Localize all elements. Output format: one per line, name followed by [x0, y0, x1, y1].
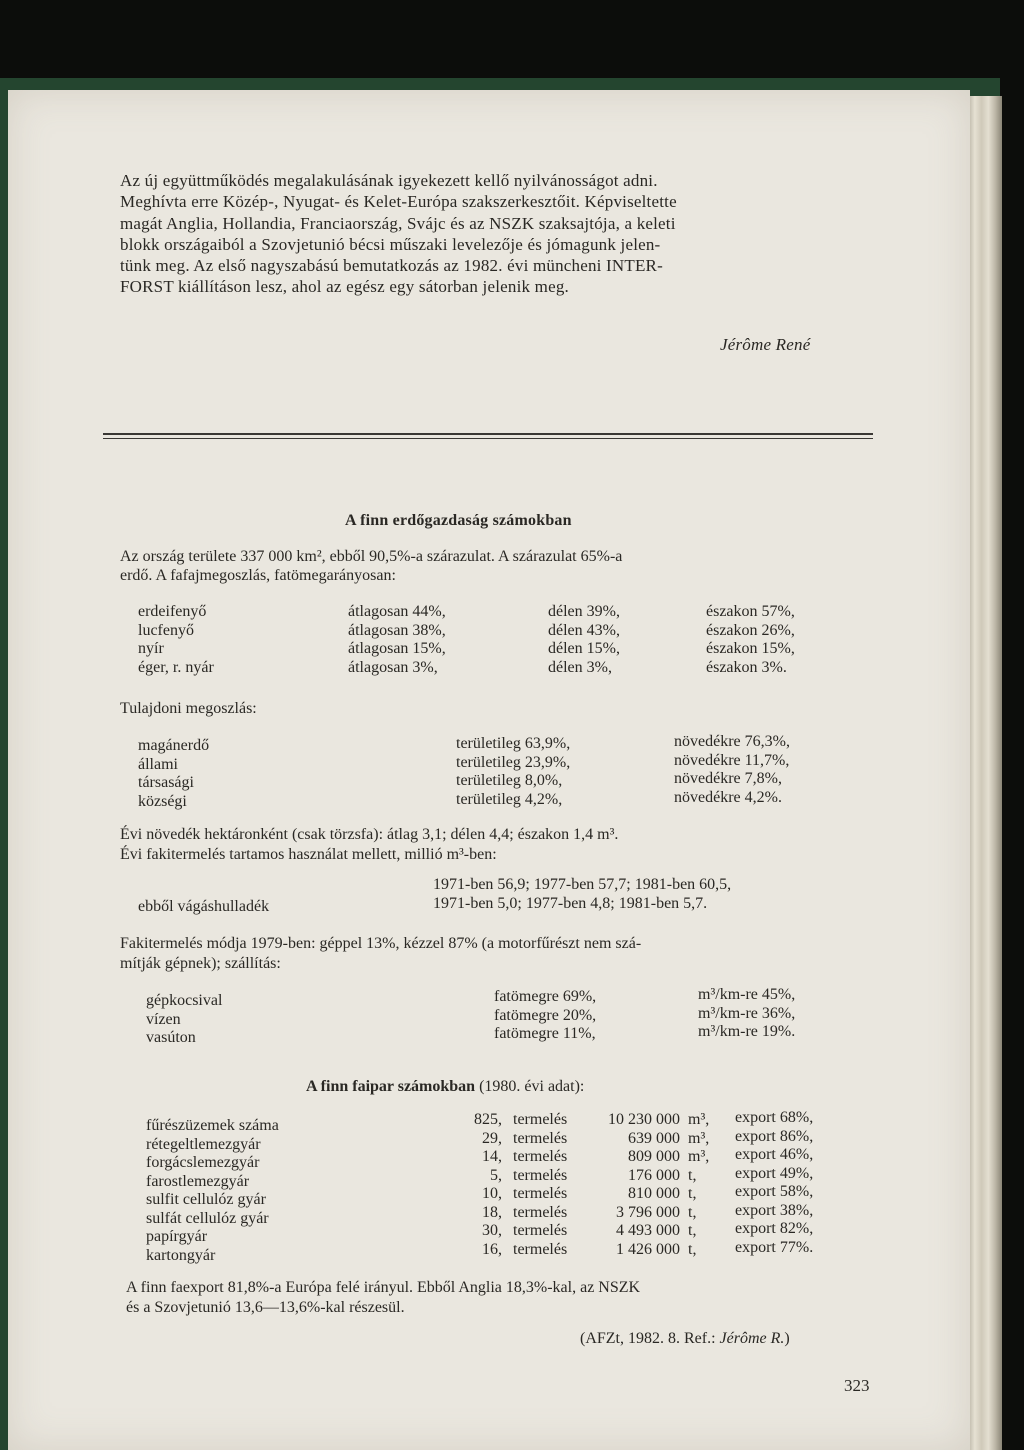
species-average: átlagosan 44%, [348, 603, 446, 620]
species-south: délen 15%, [548, 640, 620, 657]
industry-name: forgácslemezgyár [146, 1154, 260, 1171]
method-paragraph [120, 934, 641, 974]
ownership-area: területileg 63,9%, [456, 735, 571, 752]
industry-amount: 1 426 000 [616, 1240, 680, 1258]
ownership-area: területileg 4,2%, [456, 790, 563, 808]
section2-title-rest: (1980. évi adat): [475, 1078, 585, 1095]
ownership-growth: növedékre 76,3%, [674, 733, 790, 750]
section1-title: A finn erdőgazdaság számokban [345, 512, 572, 529]
industry-unit: t, [688, 1222, 697, 1239]
intro-line: Meghívta erre Közép-, Nyugat- és Kelet-Európa szakszerkesztőit. Képviseltette [120, 192, 677, 212]
increment-line: Évi fakitermelés tartamos használat mellett, millió m³-ben: [120, 846, 497, 863]
industry-export: export 38%, [735, 1201, 814, 1219]
ownership-area-column [456, 735, 570, 809]
industry-unit-column [688, 1111, 709, 1259]
section-divider-top [103, 433, 873, 435]
transport-volume-column [494, 988, 596, 1044]
ownership-growth: növedékre 4,2%. [674, 788, 782, 806]
transport-km-column [698, 986, 795, 1042]
transport-name: vízen [146, 1010, 181, 1028]
industry-unit: t, [688, 1203, 697, 1221]
industry-export: export 49%, [735, 1164, 814, 1182]
species-north: északon 3%. [706, 658, 787, 676]
industry-unit: m³, [688, 1111, 710, 1128]
ownership-growth: növedékre 11,7%, [674, 751, 790, 769]
industry-amount: 639 000 [628, 1129, 680, 1147]
industry-word: termelés [513, 1240, 568, 1258]
reference-suffix: ) [784, 1330, 790, 1347]
species-name: nyír [138, 640, 164, 657]
industry-unit: m³, [688, 1148, 710, 1165]
industry-count-column [448, 1111, 502, 1259]
industry-name-column [146, 1117, 279, 1265]
page-number: 323 [844, 1376, 870, 1395]
industry-count: 5, [490, 1166, 502, 1184]
industry-word: termelés [513, 1185, 568, 1202]
industry-amount: 4 493 000 [616, 1222, 680, 1239]
transport-km: m³/km-re 19%. [698, 1023, 796, 1040]
industry-name: papírgyár [146, 1228, 208, 1245]
transport-volume: fatömegre 20%, [494, 1006, 597, 1024]
industry-word: termelés [513, 1129, 568, 1147]
intro-line: Az új együttműködés megalakulásának igyekezett kellő nyilvánosságot adni. [120, 171, 658, 190]
industry-amount: 10 230 000 [608, 1111, 680, 1128]
intro-line: tünk meg. Az első nagyszabású bemutatkozás az 1982. évi müncheni INTER- [120, 256, 663, 276]
industry-word: termelés [513, 1166, 568, 1184]
section1-intro-line: erdő. A fafajmegoszlás, fatömegarányosan: [120, 566, 396, 584]
harvest-row-2-label: ebből vágáshulladék [138, 898, 270, 915]
species-average: átlagosan 15%, [348, 640, 446, 657]
reference-author: Jérôme R. [719, 1330, 785, 1347]
industry-export: export 68%, [735, 1109, 814, 1126]
ownership-name: községi [138, 792, 187, 810]
species-south: délen 39%, [548, 603, 620, 620]
species-north: északon 15%, [706, 640, 795, 657]
section1-intro [120, 548, 622, 585]
industry-word-column [513, 1111, 567, 1259]
reference [580, 1330, 790, 1349]
industry-export: export 86%, [735, 1127, 814, 1145]
transport-name-column [146, 992, 222, 1048]
book-page [8, 90, 970, 1450]
species-name: éger, r. nyár [138, 658, 214, 676]
section2-title [306, 1078, 584, 1097]
industry-word: termelés [513, 1148, 568, 1165]
industry-unit: m³, [688, 1129, 710, 1147]
transport-km: m³/km-re 36%, [698, 1004, 796, 1022]
industry-word: termelés [513, 1111, 568, 1128]
transport-name: vasúton [146, 1029, 196, 1046]
industry-name: fűrészüzemek száma [146, 1117, 279, 1134]
species-name: erdeifenyő [138, 603, 207, 620]
intro-paragraph [120, 170, 677, 298]
ownership-name: magánerdő [138, 737, 210, 754]
section1-intro-line: Az ország területe 337 000 km², ebből 90,5%-a szárazulat. A szárazulat 65%-a [120, 548, 623, 565]
author-signature: Jérôme René [720, 335, 811, 354]
section-divider-bottom [103, 438, 873, 439]
species-name-column [138, 603, 214, 677]
industry-word: termelés [513, 1222, 568, 1239]
industry-amount: 809 000 [628, 1148, 680, 1165]
species-average: átlagosan 38%, [348, 621, 446, 639]
intro-line: blokk országaiból a Szovjetunió bécsi műszaki levelezője és jómagunk jelen- [120, 234, 661, 254]
industry-unit: t, [688, 1185, 697, 1202]
industry-amount: 3 796 000 [616, 1203, 680, 1221]
species-south: délen 3%, [548, 658, 612, 676]
ownership-name-column [138, 737, 209, 811]
industry-export: export 82%, [735, 1220, 814, 1237]
industry-count: 18, [482, 1203, 502, 1221]
closing-line: és a Szovjetunió 13,6—13,6%-kal részesül. [126, 1299, 405, 1316]
section2-title-bold: A finn faipar számokban [306, 1078, 476, 1095]
harvest-row-1: 1971-ben 56,9; 1977-ben 57,7; 1981-ben 60,5, [433, 876, 732, 893]
ownership-area: területileg 23,9%, [456, 753, 571, 771]
method-line: mítják gépnek); szállítás: [120, 955, 281, 972]
industry-name: farostlemezgyár [146, 1172, 250, 1190]
species-north: északon 57%, [706, 603, 795, 620]
industry-export: export 46%, [735, 1146, 814, 1163]
reference-prefix: (AFZt, 1982. 8. Ref.: [580, 1330, 720, 1347]
industry-export: export 58%, [735, 1183, 814, 1200]
increment-paragraph [120, 825, 618, 865]
book-spine [968, 96, 1002, 1450]
industry-amount: 176 000 [628, 1166, 680, 1184]
ownership-label: Tulajdoni megoszlás: [120, 700, 257, 717]
industry-amount: 810 000 [628, 1185, 680, 1202]
industry-unit: t, [688, 1166, 697, 1184]
industry-export-column [735, 1109, 813, 1257]
transport-name: gépkocsival [146, 992, 223, 1009]
industry-name: sulfát cellulóz gyár [146, 1209, 269, 1227]
species-south: délen 43%, [548, 621, 620, 639]
industry-count: 30, [482, 1222, 502, 1239]
species-average-column [348, 603, 446, 677]
industry-export: export 77%. [735, 1238, 814, 1256]
industry-word: termelés [513, 1203, 568, 1221]
method-line: Fakitermelés módja 1979-ben: géppel 13%, kézzel 87% (a motorfűrészt nem szá- [120, 935, 642, 952]
industry-amount-column [588, 1111, 680, 1259]
industry-name: kartongyár [146, 1246, 216, 1264]
species-name: lucfenyő [138, 621, 194, 639]
ownership-name: állami [138, 755, 178, 773]
industry-name: sulfit cellulóz gyár [146, 1191, 266, 1208]
industry-name: rétegeltlemezgyár [146, 1135, 261, 1153]
transport-volume: fatömegre 11%, [494, 1025, 596, 1042]
ownership-growth-column [674, 733, 790, 807]
industry-count: 14, [482, 1148, 502, 1165]
industry-count: 825, [474, 1111, 502, 1128]
industry-count: 16, [482, 1240, 502, 1258]
species-average: átlagosan 3%, [348, 658, 438, 676]
industry-unit: t, [688, 1240, 697, 1258]
closing-paragraph [126, 1278, 640, 1318]
intro-line: FORST kiállításon lesz, ahol az egész egy sátorban jelenik meg. [120, 277, 569, 297]
ownership-name: társasági [138, 774, 194, 791]
intro-line: magát Anglia, Hollandia, Franciaország, Svájc és az NSZK szaksajtója, a keleti [120, 213, 676, 233]
ownership-growth: növedékre 7,8%, [674, 770, 782, 787]
industry-count: 10, [482, 1185, 502, 1202]
ownership-area: területileg 8,0%, [456, 772, 563, 789]
transport-volume: fatömegre 69%, [494, 988, 597, 1005]
industry-count: 29, [482, 1129, 502, 1147]
closing-line: A finn faexport 81,8%-a Európa felé irányul. Ebből Anglia 18,3%-kal, az NSZK [126, 1279, 641, 1296]
species-south-column [548, 603, 620, 677]
harvest-row-2: 1971-ben 5,0; 1977-ben 4,8; 1981-ben 5,7. [433, 895, 708, 912]
species-north-column [706, 603, 795, 677]
species-north: északon 26%, [706, 621, 795, 639]
transport-km: m³/km-re 45%, [698, 986, 796, 1003]
increment-line: Évi növedék hektáronként (csak törzsfa): átlag 3,1; délen 4,4; északon 1,4 m³. [120, 826, 619, 843]
